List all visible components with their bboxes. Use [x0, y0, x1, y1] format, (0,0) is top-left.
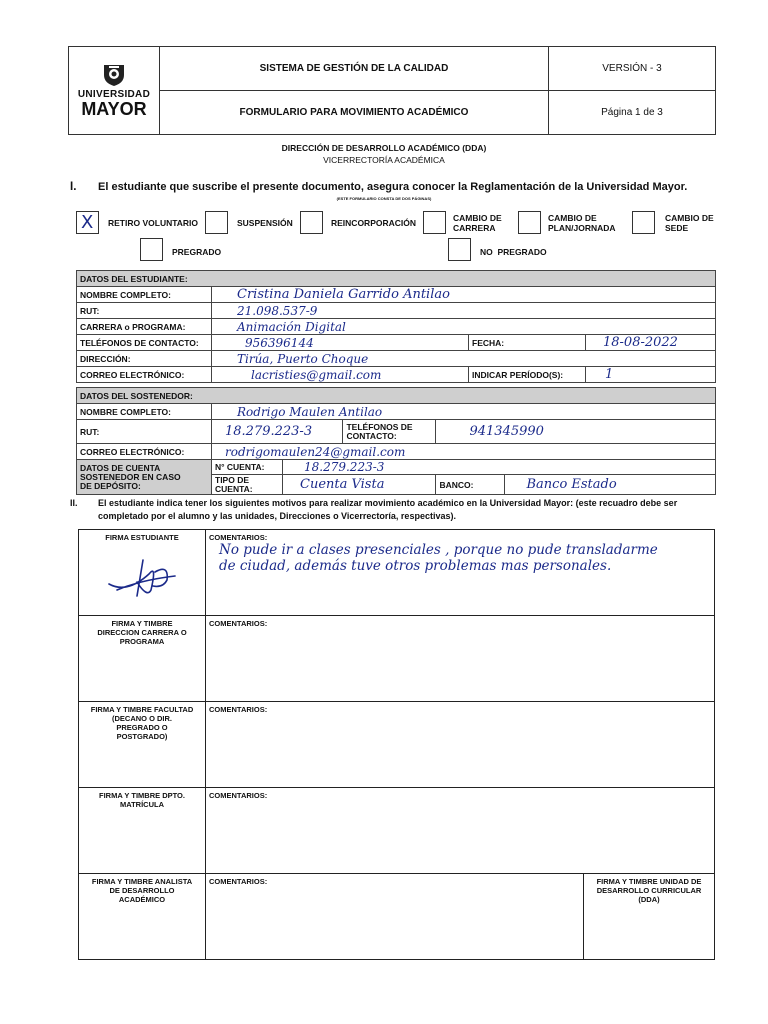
- section2-number: II.: [70, 498, 78, 508]
- comentarios-direccion-cell[interactable]: [206, 616, 715, 702]
- sponsor-rut-value: 18.279.223-3: [225, 424, 313, 439]
- sponsor-account-type-value: Cuenta Vista: [300, 477, 385, 492]
- system-title: SISTEMA DE GESTIÓN DE LA CALIDAD: [160, 47, 549, 91]
- comentarios-analista-cell[interactable]: [206, 874, 584, 960]
- sponsor-account-no-value: 18.279.223-3: [304, 460, 385, 474]
- student-period-field[interactable]: [586, 367, 716, 383]
- suspension-label: SUSPENSIÓN: [237, 218, 293, 228]
- reincorporacion-checkbox[interactable]: [300, 211, 323, 234]
- no-pregrado-checkbox[interactable]: [448, 238, 471, 261]
- cambio-plan-line2: PLAN/JORNADA: [548, 223, 616, 233]
- sponsor-rut-label: RUT:: [77, 420, 212, 444]
- comentarios-label-2: COMENTARIOS:: [209, 619, 268, 628]
- retiro-checkbox[interactable]: [76, 211, 99, 234]
- signature-table: [78, 529, 715, 960]
- sponsor-bank-label: BANCO:: [436, 475, 505, 495]
- student-career-label: CARRERA o PROGRAMA:: [77, 319, 212, 335]
- sponsor-account-type-field[interactable]: [283, 475, 436, 495]
- sponsor-name-label: NOMBRE COMPLETO:: [77, 404, 212, 420]
- logo-cell: [69, 47, 160, 135]
- section1-text: El estudiante que suscribe el presente documento, asegura conocer la Reglamentación de la Universidad Mayor.: [98, 181, 688, 193]
- firma-matricula-label: FIRMA Y TIMBRE DPTO. MATRÍCULA: [99, 791, 185, 809]
- sponsor-account-label-line3: DE DEPÓSITO:: [80, 480, 141, 491]
- cambio-sede-line2: SEDE: [665, 223, 689, 233]
- sponsor-rut-field[interactable]: [212, 420, 343, 444]
- page-number: Página 1 de 3: [549, 91, 716, 135]
- no-pregrado-label: NO PREGRADO: [480, 247, 547, 257]
- sponsor-email-field[interactable]: [212, 444, 716, 460]
- sponsor-phone-value: 941345990: [469, 424, 544, 439]
- sponsor-account-label: [77, 460, 212, 495]
- student-rut-label: RUT:: [77, 303, 212, 319]
- form-title: FORMULARIO PARA MOVIMIENTO ACADÉMICO: [160, 91, 549, 135]
- sponsor-data-table: [76, 387, 716, 495]
- sponsor-bank-value: Banco Estado: [526, 477, 617, 492]
- student-phone-value: 956396144: [245, 335, 314, 350]
- cambio-plan-label: [548, 213, 616, 233]
- student-phone-label: TELÉFONOS DE CONTACTO:: [77, 335, 212, 351]
- student-email-field[interactable]: [212, 367, 469, 383]
- student-name-label: NOMBRE COMPLETO:: [77, 287, 212, 303]
- sponsor-account-label-line2: SOSTENEDOR EN CASO: [80, 471, 181, 482]
- direction-line1: DIRECCIÓN DE DESARROLLO ACADÉMICO (DDA): [281, 143, 487, 153]
- section1-number: I.: [70, 181, 77, 193]
- cambio-sede-line1: CAMBIO DE: [665, 213, 714, 223]
- comentarios-label-1: COMENTARIOS:: [209, 533, 268, 542]
- sponsor-account-type-label-line2: CUENTA:: [215, 483, 253, 494]
- firma-direccion-cell[interactable]: [79, 616, 206, 702]
- sponsor-account-type-label-line1: TIPO DE: [215, 474, 250, 485]
- sponsor-phone-label: [343, 420, 436, 444]
- student-phone-field[interactable]: [212, 335, 469, 351]
- student-email-label: CORREO ELECTRÓNICO:: [77, 367, 212, 383]
- student-date-field[interactable]: [586, 335, 716, 351]
- cambio-carrera-line1: CAMBIO DE: [453, 213, 502, 223]
- header-table: [68, 46, 716, 135]
- retiro-label: RETIRO VOLUNTARIO: [108, 218, 199, 228]
- student-email-value: lacristies@gmail.com: [251, 367, 382, 382]
- student-comment-line2: de ciudad, además tuve otros problemas mas personales.: [219, 558, 612, 574]
- student-date-label: FECHA:: [469, 335, 586, 351]
- comentarios-label-5: COMENTARIOS:: [209, 877, 268, 886]
- firma-unidad-curricular-label: FIRMA Y TIMBRE UNIDAD DE DESARROLLO CURRICULAR (DDA): [596, 877, 702, 904]
- sponsor-account-no-field[interactable]: [283, 460, 716, 475]
- firma-direccion-label: FIRMA Y TIMBRE DIRECCION CARRERA O PROGRAMA: [97, 619, 187, 646]
- sponsor-email-label: CORREO ELECTRÓNICO:: [77, 444, 212, 460]
- firma-matricula-cell[interactable]: [79, 788, 206, 874]
- student-career-field[interactable]: [212, 319, 716, 335]
- comentarios-label-3: COMENTARIOS:: [209, 705, 268, 714]
- comentarios-matricula-cell[interactable]: [206, 788, 715, 874]
- sponsor-section-title: DATOS DEL SOSTENEDOR:: [77, 388, 716, 404]
- university-shield-icon: [101, 63, 127, 87]
- pregrado-label: PREGRADO: [172, 247, 222, 257]
- student-data-table: [76, 270, 716, 383]
- student-address-value: Tirúa, Puerto Choque: [237, 351, 369, 366]
- cambio-carrera-label: [453, 213, 502, 233]
- student-signature-icon: [82, 550, 202, 602]
- sponsor-phone-label-line2: CONTACTO:: [346, 430, 397, 441]
- section2-text: El estudiante indica tener los siguientes motivos para realizar movimiento académico en la Universidad Mayor: (este recuadro debe ser completado por el alumno y las unidades, Direcciones o Vicerrectoría, respectivas).: [98, 498, 678, 521]
- pregrado-checkbox[interactable]: [140, 238, 163, 261]
- student-address-label: DIRECCIÓN:: [77, 351, 212, 367]
- sponsor-account-label-line1: DATOS DE CUENTA: [80, 462, 161, 473]
- cambio-carrera-checkbox[interactable]: [423, 211, 446, 234]
- student-section-title: DATOS DEL ESTUDIANTE:: [77, 271, 716, 287]
- comentarios-estudiante-cell[interactable]: [206, 530, 715, 616]
- version-label: VERSIÓN - 3: [549, 47, 716, 91]
- firma-facultad-cell[interactable]: [79, 702, 206, 788]
- student-rut-field[interactable]: [212, 303, 716, 319]
- student-name-field[interactable]: [212, 287, 716, 303]
- sponsor-account-no-label: N° CUENTA:: [212, 460, 283, 475]
- student-date-value: 18-08-2022: [603, 335, 678, 350]
- direction-line2: VICERRECTORÍA ACADÉMICA: [323, 155, 445, 165]
- sponsor-account-type-label: [212, 475, 283, 495]
- firma-estudiante-label: FIRMA ESTUDIANTE: [105, 533, 179, 542]
- cambio-carrera-line2: CARRERA: [453, 223, 496, 233]
- student-name-value: Cristina Daniela Garrido Antilao: [237, 287, 450, 302]
- student-period-value: 1: [605, 367, 614, 382]
- firma-unidad-curricular-cell[interactable]: [584, 874, 715, 960]
- firma-analista-label: FIRMA Y TIMBRE ANALISTA DE DESARROLLO ACADÉMICO: [91, 877, 193, 904]
- student-comment-line1: No pude ir a clases presenciales , porque no pude transladarme: [219, 542, 658, 558]
- logo-line1: UNIVERSIDAD: [77, 89, 151, 100]
- sponsor-email-value: rodrigomaulen24@gmail.com: [225, 444, 406, 459]
- suspension-checkbox[interactable]: [205, 211, 228, 234]
- section1-note: (ESTE FORMULARIO CONSTA DE DOS PÁGINAS): [336, 196, 432, 201]
- reincorporacion-label: REINCORPORACIÓN: [331, 218, 417, 228]
- student-address-field[interactable]: [212, 351, 716, 367]
- student-career-value: Animación Digital: [237, 319, 346, 334]
- cambio-sede-checkbox[interactable]: [632, 211, 655, 234]
- sponsor-name-value: Rodrigo Maulen Antilao: [237, 404, 383, 419]
- sponsor-bank-field[interactable]: [505, 475, 716, 495]
- firma-facultad-label: FIRMA Y TIMBRE FACULTAD (DECANO O DIR. PREGRADO O POSTGRADO): [90, 705, 194, 741]
- cambio-plan-line1: CAMBIO DE: [548, 213, 597, 223]
- sponsor-name-field[interactable]: [212, 404, 716, 420]
- cambio-sede-label: [665, 213, 714, 233]
- student-rut-value: 21.098.537-9: [237, 303, 318, 318]
- comentarios-facultad-cell[interactable]: [206, 702, 715, 788]
- sponsor-phone-label-line1: TELÉFONOS DE: [346, 421, 413, 432]
- logo-line2: MAYOR: [81, 99, 147, 119]
- comentarios-label-4: COMENTARIOS:: [209, 791, 268, 800]
- sponsor-phone-field[interactable]: [436, 420, 716, 444]
- firma-analista-cell[interactable]: [79, 874, 206, 960]
- firma-estudiante-cell[interactable]: [79, 530, 206, 616]
- retiro-check-mark: X: [81, 212, 94, 233]
- cambio-plan-checkbox[interactable]: [518, 211, 541, 234]
- student-period-label: INDICAR PERÍODO(S):: [469, 367, 586, 383]
